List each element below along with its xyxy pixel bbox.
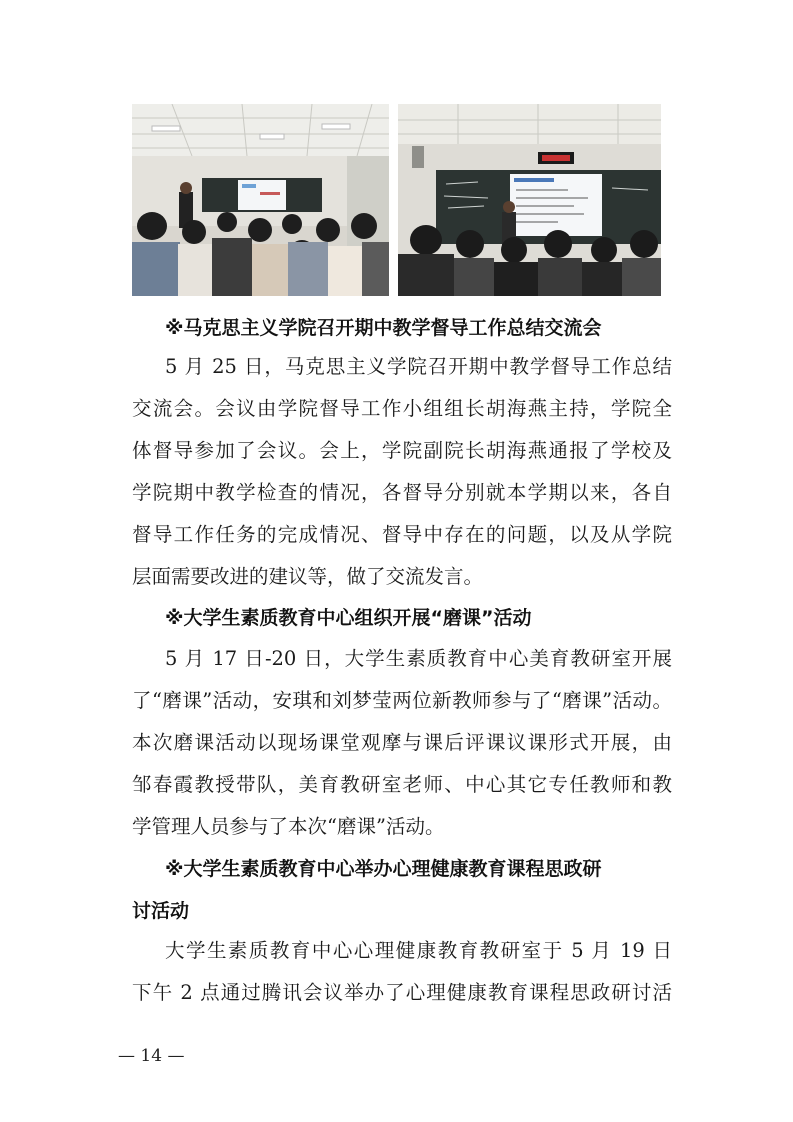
paragraph-line: 层面需要改进的建议等，做了交流发言。 <box>132 565 484 588</box>
paragraph-line: 5 月 25 日，马克思主义学院召开期中教学督导工作总结 <box>165 355 672 378</box>
section-heading-marxism-supervision: ※马克思主义学院召开期中教学督导工作总结交流会 <box>165 317 602 339</box>
paragraph-line: 学院期中教学检查的情况，各督导分别就本学期以来，各自 <box>132 481 672 504</box>
section-heading-mental-health: ※大学生素质教育中心举办心理健康教育课程思政研 <box>165 858 602 880</box>
paragraph-line: 下午 2 点通过腾讯会议举办了心理健康教育课程思政研讨活 <box>132 981 672 1004</box>
section-heading-polishing-lessons: ※大学生素质教育中心组织开展“磨课”活动 <box>165 607 532 629</box>
section-heading-mental-health-cont: 讨活动 <box>132 900 190 922</box>
classroom-photo-right <box>398 104 661 296</box>
paragraph-line: 督导工作任务的完成情况、督导中存在的问题，以及从学院 <box>132 523 672 546</box>
paragraph-line: 大学生素质教育中心心理健康教育教研室于 5 月 19 日 <box>165 939 672 962</box>
paragraph-line: 5 月 17 日-20 日，大学生素质教育中心美育教研室开展 <box>165 647 672 670</box>
paragraph-line: 体督导参加了会议。会上，学院副院长胡海燕通报了学校及 <box>132 439 672 462</box>
paragraph-line: 学管理人员参与了本次“磨课”活动。 <box>132 815 445 838</box>
paragraph-line: 交流会。会议由学院督导工作小组组长胡海燕主持，学院全 <box>132 397 672 420</box>
paragraph-line: 本次磨课活动以现场课堂观摩与课后评课议课形式开展，由 <box>132 731 672 754</box>
paragraph-line: 了“磨课”活动，安琪和刘梦莹两位新教师参与了“磨课”活动。 <box>132 689 672 712</box>
paragraph-line: 邹春霞教授带队，美育教研室老师、中心其它专任教师和教 <box>132 773 672 796</box>
classroom-photo-left <box>132 104 389 296</box>
page-number: — 14 — <box>118 1046 185 1066</box>
